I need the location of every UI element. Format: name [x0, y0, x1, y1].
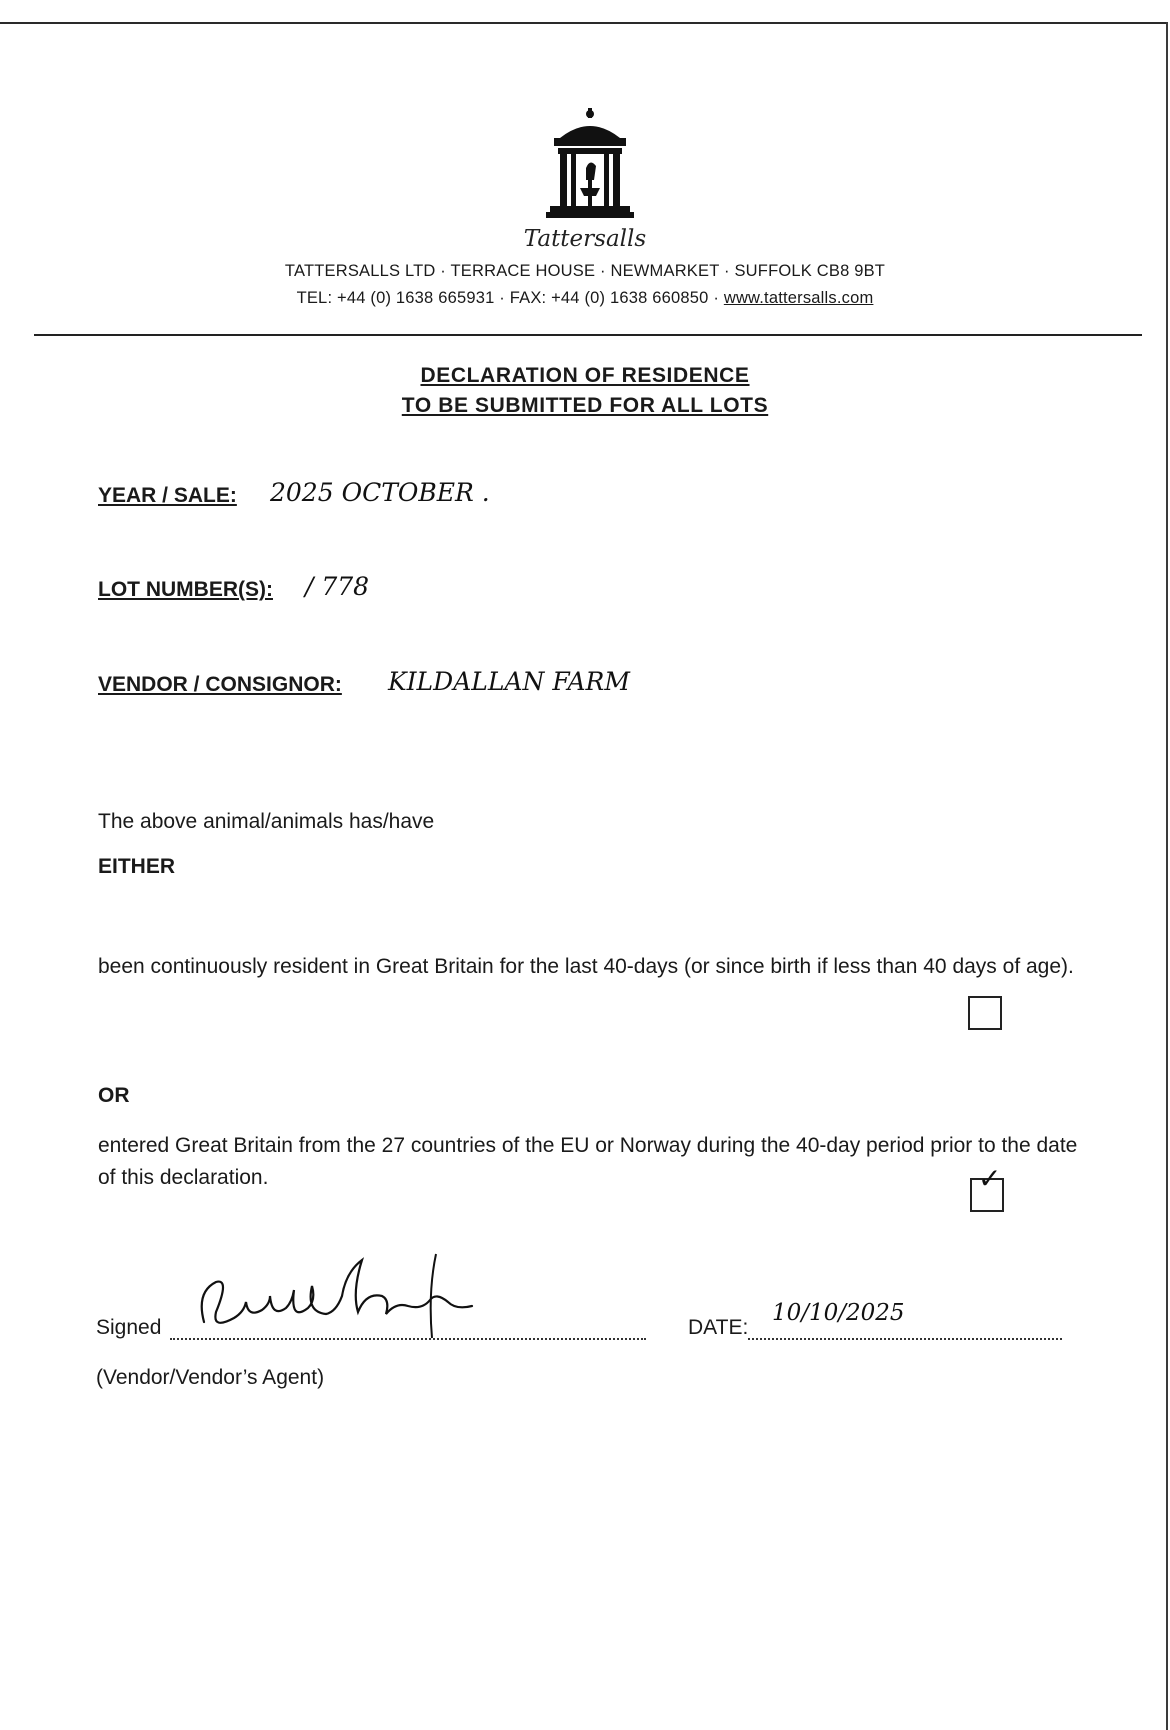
- intro-text: The above animal/animals has/have: [98, 810, 435, 833]
- or-label: OR: [98, 1084, 130, 1107]
- option-entered-text: entered Great Britain from the 27 countries of the EU or Norway during the 40-day period prior to the date of this declaration.: [98, 1134, 1078, 1189]
- year-sale-label: YEAR / SALE:: [98, 484, 237, 507]
- either-label: EITHER: [98, 855, 176, 878]
- title-line-1: DECLARATION OF RESIDENCE: [420, 364, 750, 387]
- vendor-value[interactable]: KILDALLAN FARM: [388, 667, 630, 696]
- header-divider: [34, 334, 1142, 336]
- title-line-2: TO BE SUBMITTED FOR ALL LOTS: [401, 394, 769, 417]
- option-resident-checkbox[interactable]: [968, 996, 1002, 1030]
- option-resident-text: been continuously resident in Great Britain for the last 40-days (or since birth if less than 40 days of age).: [98, 955, 1074, 978]
- website-link[interactable]: www.tattersalls.com: [723, 289, 874, 307]
- document-subtitle: [0, 394, 1170, 418]
- date-line: [748, 1338, 1062, 1340]
- tattersalls-logo-icon: [546, 108, 634, 228]
- document-title: [0, 364, 1170, 388]
- address-line: TATTERSALLS LTD · TERRACE HOUSE · NEWMARKET · SUFFOLK CB8 9BT: [284, 262, 886, 280]
- signature-image[interactable]: [186, 1252, 516, 1342]
- signed-label: Signed: [96, 1316, 162, 1339]
- lot-numbers-label: LOT NUMBER(S):: [98, 578, 273, 601]
- year-sale-value[interactable]: 2025 OCTOBER .: [270, 478, 490, 507]
- checkmark-icon: ✓: [978, 1163, 1002, 1194]
- lot-numbers-value[interactable]: / 778: [305, 572, 370, 601]
- top-border: [0, 22, 1168, 24]
- vendor-label: VENDOR / CONSIGNOR:: [98, 673, 342, 696]
- contact-phone-fax: TEL: +44 (0) 1638 665931 · FAX: +44 (0) 1638 660850 ·: [296, 289, 724, 307]
- contact-line: [0, 289, 1170, 308]
- vendor-role-label: (Vendor/Vendor’s Agent): [96, 1366, 325, 1389]
- date-value[interactable]: 10/10/2025: [772, 1300, 905, 1326]
- brand-name: Tattersalls: [523, 226, 647, 252]
- date-label: DATE:: [688, 1316, 749, 1339]
